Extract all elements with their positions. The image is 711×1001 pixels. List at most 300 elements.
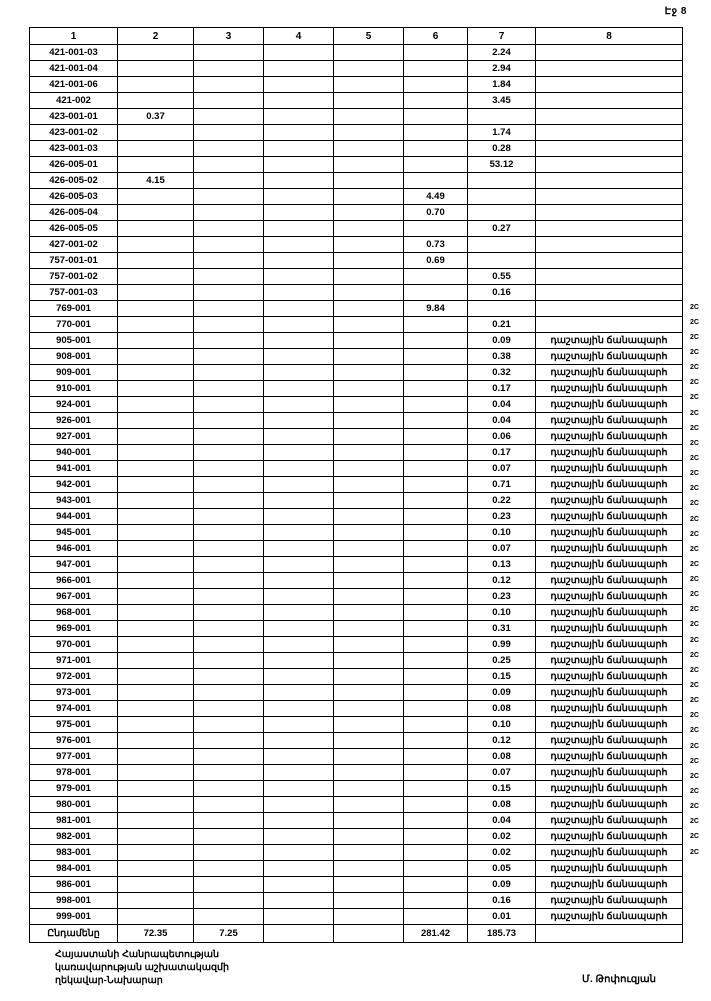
table-cell-3 <box>194 701 264 717</box>
table-cell-5 <box>334 893 404 909</box>
table-cell-1: 971-001 <box>30 653 118 669</box>
total-label: Ընդամենը <box>30 925 118 943</box>
table-cell-6 <box>404 701 468 717</box>
table-cell-2 <box>118 557 194 573</box>
table-row <box>30 125 683 141</box>
table-cell-4 <box>264 141 334 157</box>
table-cell-7: 0.21 <box>468 317 536 333</box>
table-cell-2 <box>118 669 194 685</box>
table-cell-4 <box>264 557 334 573</box>
table-cell-5 <box>334 605 404 621</box>
overflow-cell: 2C <box>690 606 699 614</box>
table-cell-6 <box>404 525 468 541</box>
table-cell-3 <box>194 765 264 781</box>
table-cell-8 <box>536 61 683 77</box>
table-cell-4 <box>264 653 334 669</box>
table-cell-5 <box>334 429 404 445</box>
table-cell-7: 1.84 <box>468 77 536 93</box>
overflow-cell: 2C <box>690 591 699 599</box>
table-cell-8 <box>536 173 683 189</box>
overflow-cell: 2C <box>690 485 699 493</box>
table-cell-6 <box>404 861 468 877</box>
table-cell-8: դաշտային ճանապարհ <box>536 909 683 925</box>
overflow-cell <box>690 224 711 239</box>
table-cell-5 <box>334 157 404 173</box>
table-cell-5 <box>334 621 404 637</box>
overflow-cell <box>690 57 711 72</box>
table-cell-5 <box>334 173 404 189</box>
table-row <box>30 317 683 333</box>
table-cell-6 <box>404 445 468 461</box>
table-cell-8: դաշտային ճանապարհ <box>536 717 683 733</box>
overflow-cell: 2C <box>690 682 699 690</box>
table-cell-1: 966-001 <box>30 573 118 589</box>
table-cell-2 <box>118 381 194 397</box>
table-cell-5 <box>334 861 404 877</box>
table-header-row <box>30 28 683 45</box>
overflow-cell: 2C <box>690 742 699 750</box>
table-cell-6 <box>404 349 468 365</box>
table-cell-3 <box>194 429 264 445</box>
table-cell-2 <box>118 797 194 813</box>
column-header-4: 4 <box>264 28 334 45</box>
table-row <box>30 285 683 301</box>
table-row <box>30 429 683 445</box>
table-cell-2 <box>118 861 194 877</box>
table-cell-7: 0.12 <box>468 573 536 589</box>
overflow-cell: 2C <box>690 439 699 447</box>
table-cell-2 <box>118 813 194 829</box>
table-cell-2 <box>118 461 194 477</box>
table-cell-4 <box>264 413 334 429</box>
table-cell-3 <box>194 909 264 925</box>
table-cell-7: 0.23 <box>468 589 536 605</box>
table-cell-1: 426-005-03 <box>30 189 118 205</box>
table-cell-2 <box>118 493 194 509</box>
table-cell-3 <box>194 93 264 109</box>
table-cell-2: 0.37 <box>118 109 194 125</box>
table-cell-6 <box>404 413 468 429</box>
table-cell-5 <box>334 717 404 733</box>
table-cell-3 <box>194 125 264 141</box>
table-cell-7: 0.27 <box>468 221 536 237</box>
table-cell-7: 0.08 <box>468 749 536 765</box>
table-cell-3 <box>194 269 264 285</box>
table-cell-6 <box>404 797 468 813</box>
table-cell-1: 942-001 <box>30 477 118 493</box>
table-cell-1: 946-001 <box>30 541 118 557</box>
table-cell-8: դաշտային ճանապարհ <box>536 413 683 429</box>
table-row <box>30 829 683 845</box>
table-row <box>30 637 683 653</box>
table-cell-3 <box>194 285 264 301</box>
table-row <box>30 717 683 733</box>
overflow-cell: 2C <box>690 772 699 780</box>
table-cell-5 <box>334 397 404 413</box>
table-cell-8: դաշտային ճանապարհ <box>536 333 683 349</box>
table-cell-5 <box>334 637 404 653</box>
signature-name: Մ. Թոփուզյան <box>582 974 656 985</box>
column-header-1: 1 <box>30 28 118 45</box>
table-row <box>30 365 683 381</box>
table-row <box>30 557 683 573</box>
table-cell-8: դաշտային ճանապարհ <box>536 749 683 765</box>
table-cell-1: 970-001 <box>30 637 118 653</box>
table-cell-7: 0.10 <box>468 525 536 541</box>
table-cell-7: 0.15 <box>468 781 536 797</box>
table-cell-1: 423-001-01 <box>30 109 118 125</box>
table-cell-3 <box>194 205 264 221</box>
table-cell-8 <box>536 237 683 253</box>
column-header-7: 7 <box>468 28 536 45</box>
table-cell-1: 998-001 <box>30 893 118 909</box>
table-cell-5 <box>334 237 404 253</box>
table-row <box>30 845 683 861</box>
overflow-cell <box>690 148 711 163</box>
table-cell-3 <box>194 253 264 269</box>
table-cell-3 <box>194 509 264 525</box>
table-cell-8: դաշտային ճանապարհ <box>536 477 683 493</box>
table-cell-3 <box>194 829 264 845</box>
table-cell-3 <box>194 381 264 397</box>
table-row <box>30 109 683 125</box>
table-cell-8 <box>536 45 683 61</box>
table-cell-8: դաշտային ճանապարհ <box>536 845 683 861</box>
table-cell-2 <box>118 45 194 61</box>
overflow-cell: 2C <box>690 318 699 326</box>
table-cell-4 <box>264 317 334 333</box>
table-cell-2 <box>118 733 194 749</box>
table-cell-4 <box>264 45 334 61</box>
table-cell-3 <box>194 781 264 797</box>
table-cell-2 <box>118 93 194 109</box>
table-cell-1: 980-001 <box>30 797 118 813</box>
total-cell-2: 72.35 <box>118 925 194 943</box>
table-cell-5 <box>334 493 404 509</box>
total-cell-3: 7.25 <box>194 925 264 943</box>
table-cell-6 <box>404 909 468 925</box>
table-cell-2 <box>118 269 194 285</box>
table-cell-6 <box>404 749 468 765</box>
table-cell-7: 0.38 <box>468 349 536 365</box>
table-cell-6: 0.73 <box>404 237 468 253</box>
table-cell-8: դաշտային ճանապարհ <box>536 461 683 477</box>
table-cell-1: 981-001 <box>30 813 118 829</box>
page-number: Էջ 8 <box>664 6 687 17</box>
table-cell-7 <box>468 301 536 317</box>
table-cell-1: 905-001 <box>30 333 118 349</box>
table-cell-1: 974-001 <box>30 701 118 717</box>
table-cell-2 <box>118 125 194 141</box>
table-cell-3 <box>194 685 264 701</box>
table-cell-8 <box>536 109 683 125</box>
table-cell-3 <box>194 893 264 909</box>
table-cell-7: 3.45 <box>468 93 536 109</box>
table-row <box>30 477 683 493</box>
table-cell-2 <box>118 525 194 541</box>
total-cell-4 <box>264 925 334 943</box>
table-cell-3 <box>194 637 264 653</box>
table-cell-4 <box>264 717 334 733</box>
table-cell-5 <box>334 301 404 317</box>
overflow-cell: 2C <box>690 576 699 584</box>
column-header-3: 3 <box>194 28 264 45</box>
table-cell-1: 979-001 <box>30 781 118 797</box>
table-row <box>30 61 683 77</box>
table-cell-8: դաշտային ճանապարհ <box>536 573 683 589</box>
table-cell-2 <box>118 765 194 781</box>
table-cell-7: 0.99 <box>468 637 536 653</box>
table-cell-3 <box>194 541 264 557</box>
table-row <box>30 509 683 525</box>
table-cell-3 <box>194 413 264 429</box>
table-cell-7 <box>468 189 536 205</box>
table-cell-3 <box>194 813 264 829</box>
table-cell-6 <box>404 637 468 653</box>
table-cell-7: 0.23 <box>468 509 536 525</box>
table-cell-5 <box>334 829 404 845</box>
table-cell-5 <box>334 733 404 749</box>
table-cell-2 <box>118 253 194 269</box>
land-registry-table <box>29 27 683 943</box>
table-cell-3 <box>194 733 264 749</box>
table-cell-1: 421-001-06 <box>30 77 118 93</box>
table-cell-6 <box>404 317 468 333</box>
table-cell-8: դաշտային ճանապարհ <box>536 877 683 893</box>
table-cell-7: 2.24 <box>468 45 536 61</box>
table-cell-5 <box>334 573 404 589</box>
table-row <box>30 381 683 397</box>
table-cell-2 <box>118 589 194 605</box>
total-cell-8 <box>536 925 683 943</box>
table-cell-8: դաշտային ճանապարհ <box>536 541 683 557</box>
table-cell-8: դաշտային ճանապարհ <box>536 733 683 749</box>
table-cell-7: 0.32 <box>468 365 536 381</box>
table-cell-2 <box>118 205 194 221</box>
table-cell-6 <box>404 429 468 445</box>
overflow-cell: 2C <box>690 364 699 372</box>
table-cell-3 <box>194 109 264 125</box>
table-cell-8: դաշտային ճանապարհ <box>536 685 683 701</box>
table-cell-3 <box>194 141 264 157</box>
table-cell-5 <box>334 877 404 893</box>
table-cell-5 <box>334 61 404 77</box>
overflow-cell: 2C <box>690 515 699 523</box>
table-cell-7: 0.07 <box>468 461 536 477</box>
overflow-cell <box>690 118 711 133</box>
overflow-cell: 2C <box>690 818 699 826</box>
table-cell-1: 944-001 <box>30 509 118 525</box>
table-cell-7: 0.17 <box>468 381 536 397</box>
table-cell-8: դաշտային ճանապարհ <box>536 893 683 909</box>
table-cell-1: 945-001 <box>30 525 118 541</box>
table-cell-2 <box>118 413 194 429</box>
table-cell-1: 908-001 <box>30 349 118 365</box>
footer-line-2: կառավարության աշխատակազմի <box>55 962 230 973</box>
table-cell-4 <box>264 877 334 893</box>
table-cell-5 <box>334 557 404 573</box>
table-cell-1: 910-001 <box>30 381 118 397</box>
table-cell-7: 0.10 <box>468 605 536 621</box>
table-cell-8: դաշտային ճանապարհ <box>536 365 683 381</box>
table-cell-3 <box>194 589 264 605</box>
table-row <box>30 445 683 461</box>
table-row <box>30 541 683 557</box>
table-cell-8: դաշտային ճանապարհ <box>536 509 683 525</box>
table-cell-3 <box>194 189 264 205</box>
table-cell-3 <box>194 861 264 877</box>
table-cell-1: 421-002 <box>30 93 118 109</box>
table-cell-6: 4.49 <box>404 189 468 205</box>
table-cell-4 <box>264 541 334 557</box>
table-cell-5 <box>334 525 404 541</box>
table-cell-5 <box>334 269 404 285</box>
table-row <box>30 413 683 429</box>
table-cell-7: 0.15 <box>468 669 536 685</box>
table-row <box>30 157 683 173</box>
table-cell-2 <box>118 221 194 237</box>
table-cell-3 <box>194 365 264 381</box>
table-cell-4 <box>264 909 334 925</box>
table-cell-1: 999-001 <box>30 909 118 925</box>
table-cell-6: 9.84 <box>404 301 468 317</box>
table-cell-6 <box>404 333 468 349</box>
table-cell-7: 0.71 <box>468 477 536 493</box>
table-cell-1: 421-001-03 <box>30 45 118 61</box>
table-cell-1: 427-001-02 <box>30 237 118 253</box>
table-cell-7: 0.04 <box>468 413 536 429</box>
table-cell-6: 0.70 <box>404 205 468 221</box>
table-row <box>30 173 683 189</box>
table-cell-6 <box>404 685 468 701</box>
table-footer <box>30 925 683 943</box>
table-cell-3 <box>194 877 264 893</box>
table-cell-6: 0.69 <box>404 253 468 269</box>
overflow-cell <box>690 269 711 284</box>
table-cell-2 <box>118 189 194 205</box>
table-cell-4 <box>264 509 334 525</box>
table-cell-8: դաշտային ճանապարհ <box>536 781 683 797</box>
table-row <box>30 573 683 589</box>
table-cell-1: 423-001-02 <box>30 125 118 141</box>
overflow-cell: 2C <box>690 833 699 841</box>
table-cell-1: 983-001 <box>30 845 118 861</box>
table-cell-4 <box>264 765 334 781</box>
table-cell-2 <box>118 333 194 349</box>
table-cell-3 <box>194 797 264 813</box>
table-cell-3 <box>194 573 264 589</box>
table-cell-8: դաշտային ճանապարհ <box>536 445 683 461</box>
overflow-cell <box>690 254 711 269</box>
table-cell-6 <box>404 141 468 157</box>
table-cell-5 <box>334 365 404 381</box>
table-cell-2 <box>118 893 194 909</box>
table-row <box>30 733 683 749</box>
table-cell-6 <box>404 285 468 301</box>
table-cell-8: դաշտային ճանապարհ <box>536 381 683 397</box>
table-cell-5 <box>334 781 404 797</box>
table-cell-8: դաշտային ճանապարհ <box>536 701 683 717</box>
table-cell-2 <box>118 541 194 557</box>
table-cell-7: 0.07 <box>468 765 536 781</box>
overflow-cell: 2C <box>690 470 699 478</box>
table-cell-4 <box>264 205 334 221</box>
table-cell-3 <box>194 45 264 61</box>
table-cell-6 <box>404 461 468 477</box>
table-cell-6 <box>404 77 468 93</box>
table-cell-8 <box>536 285 683 301</box>
table-cell-1: 943-001 <box>30 493 118 509</box>
table-row <box>30 893 683 909</box>
table-cell-5 <box>334 685 404 701</box>
table-cell-7: 0.04 <box>468 397 536 413</box>
overflow-cell: 2C <box>690 530 699 538</box>
table-cell-4 <box>264 93 334 109</box>
table-row <box>30 189 683 205</box>
table-cell-6 <box>404 733 468 749</box>
table-body <box>30 45 683 925</box>
table-cell-4 <box>264 109 334 125</box>
table-cell-5 <box>334 285 404 301</box>
table-cell-8: դաշտային ճանապարհ <box>536 349 683 365</box>
table-row <box>30 205 683 221</box>
overflow-cell: 2C <box>690 712 699 720</box>
table-cell-3 <box>194 221 264 237</box>
overflow-cell <box>690 88 711 103</box>
table-cell-8: դաշտային ճանապարհ <box>536 605 683 621</box>
footer-line-3: ղեկավար-Նախարար <box>55 975 163 986</box>
table-cell-6 <box>404 365 468 381</box>
table-cell-1: 909-001 <box>30 365 118 381</box>
table-cell-4 <box>264 829 334 845</box>
table-cell-1: 973-001 <box>30 685 118 701</box>
overflow-cell <box>690 178 711 193</box>
table-cell-5 <box>334 93 404 109</box>
table-cell-8: դաշտային ճանապարհ <box>536 653 683 669</box>
table-cell-5 <box>334 813 404 829</box>
table-cell-7: 0.28 <box>468 141 536 157</box>
table-cell-2 <box>118 829 194 845</box>
table-cell-7: 0.09 <box>468 685 536 701</box>
table-cell-7: 0.02 <box>468 845 536 861</box>
table-cell-2 <box>118 701 194 717</box>
overflow-cell: 2C <box>690 803 699 811</box>
table-cell-8: դաշտային ճանապարհ <box>536 765 683 781</box>
overflow-cell <box>690 284 711 299</box>
table-cell-4 <box>264 669 334 685</box>
table-cell-3 <box>194 477 264 493</box>
table-cell-5 <box>334 221 404 237</box>
table-cell-4 <box>264 429 334 445</box>
table-cell-4 <box>264 861 334 877</box>
overflow-cell <box>690 194 711 209</box>
table-cell-4 <box>264 221 334 237</box>
table-cell-2 <box>118 573 194 589</box>
table-cell-4 <box>264 621 334 637</box>
table-cell-5 <box>334 77 404 93</box>
table-cell-2 <box>118 77 194 93</box>
land-registry-table-container <box>29 27 682 943</box>
table-cell-7: 0.12 <box>468 733 536 749</box>
table-cell-6 <box>404 173 468 189</box>
table-row <box>30 333 683 349</box>
table-cell-3 <box>194 349 264 365</box>
table-cell-8 <box>536 77 683 93</box>
table-cell-4 <box>264 797 334 813</box>
table-cell-4 <box>264 573 334 589</box>
table-cell-8 <box>536 317 683 333</box>
table-cell-8: դաշտային ճանապարհ <box>536 589 683 605</box>
